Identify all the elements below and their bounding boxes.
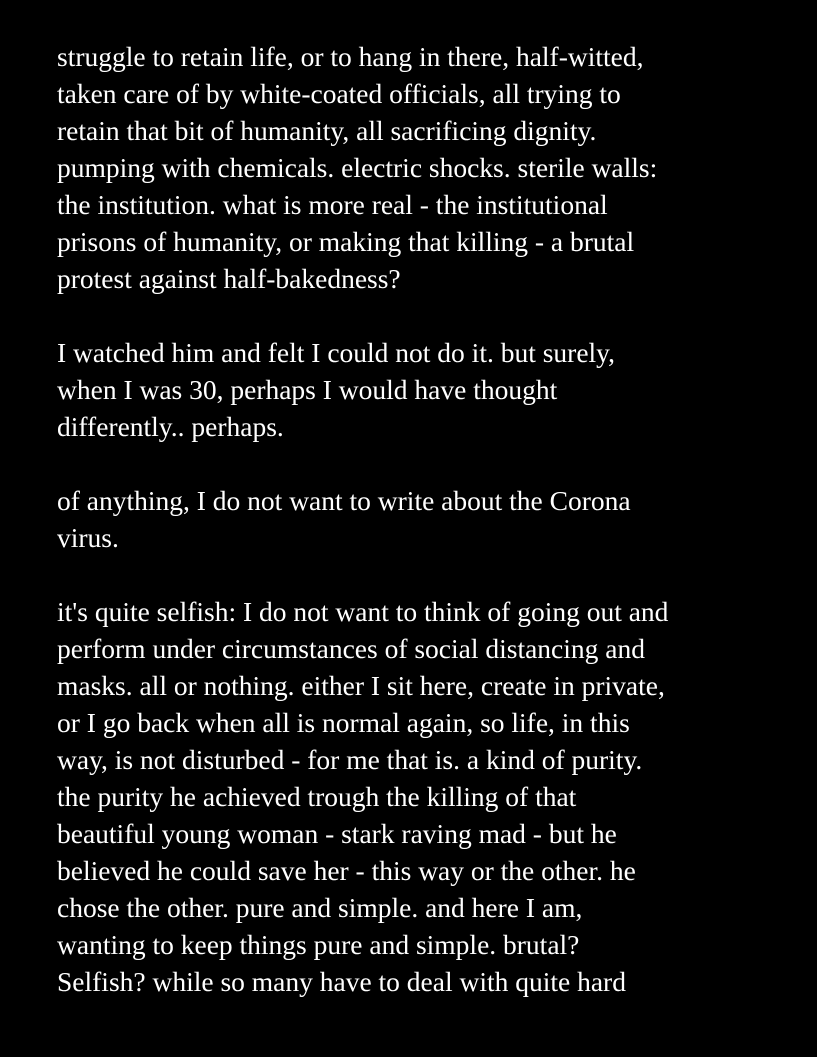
paragraph-4: [57, 593, 797, 1000]
text-line: I watched him and felt I could not do it. but surely,: [57, 337, 616, 368]
text-line: perform under circumstances of social distancing and: [57, 633, 645, 664]
text-line: the purity he achieved trough the killing of that: [57, 781, 577, 812]
text-line: protest against half-bakedness?: [57, 263, 401, 294]
text-line: virus.: [57, 522, 119, 553]
text-line: or I go back when all is normal again, so life, in this: [57, 707, 630, 738]
paragraph-1: [57, 38, 797, 297]
text-line: it's quite selfish: I do not want to think of going out and: [57, 596, 669, 627]
text-line: the institution. what is more real - the institutional: [57, 189, 608, 220]
text-line: struggle to retain life, or to hang in there, half-witted,: [57, 41, 644, 72]
text-line: Selfish? while so many have to deal with quite hard: [57, 966, 626, 997]
text-line: way, is not disturbed - for me that is. a kind of purity.: [57, 744, 643, 775]
paragraph-3: [57, 482, 797, 556]
text-line: beautiful young woman - stark raving mad - but he: [57, 818, 617, 849]
text-line: when I was 30, perhaps I would have thought: [57, 374, 558, 405]
document-page: [57, 38, 797, 1037]
text-line: pumping with chemicals. electric shocks. sterile walls:: [57, 152, 658, 183]
text-line: masks. all or nothing. either I sit here, create in private,: [57, 670, 665, 701]
text-line: of anything, I do not want to write about the Corona: [57, 485, 631, 516]
text-line: believed he could save her - this way or the other. he: [57, 855, 636, 886]
text-line: chose the other. pure and simple. and here I am,: [57, 892, 583, 923]
text-line: prisons of humanity, or making that killing - a brutal: [57, 226, 635, 257]
text-line: taken care of by white-coated officials, all trying to: [57, 78, 621, 109]
text-line: retain that bit of humanity, all sacrificing dignity.: [57, 115, 597, 146]
text-line: wanting to keep things pure and simple. brutal?: [57, 929, 580, 960]
text-line: differently.. perhaps.: [57, 411, 284, 442]
paragraph-2: [57, 334, 797, 445]
